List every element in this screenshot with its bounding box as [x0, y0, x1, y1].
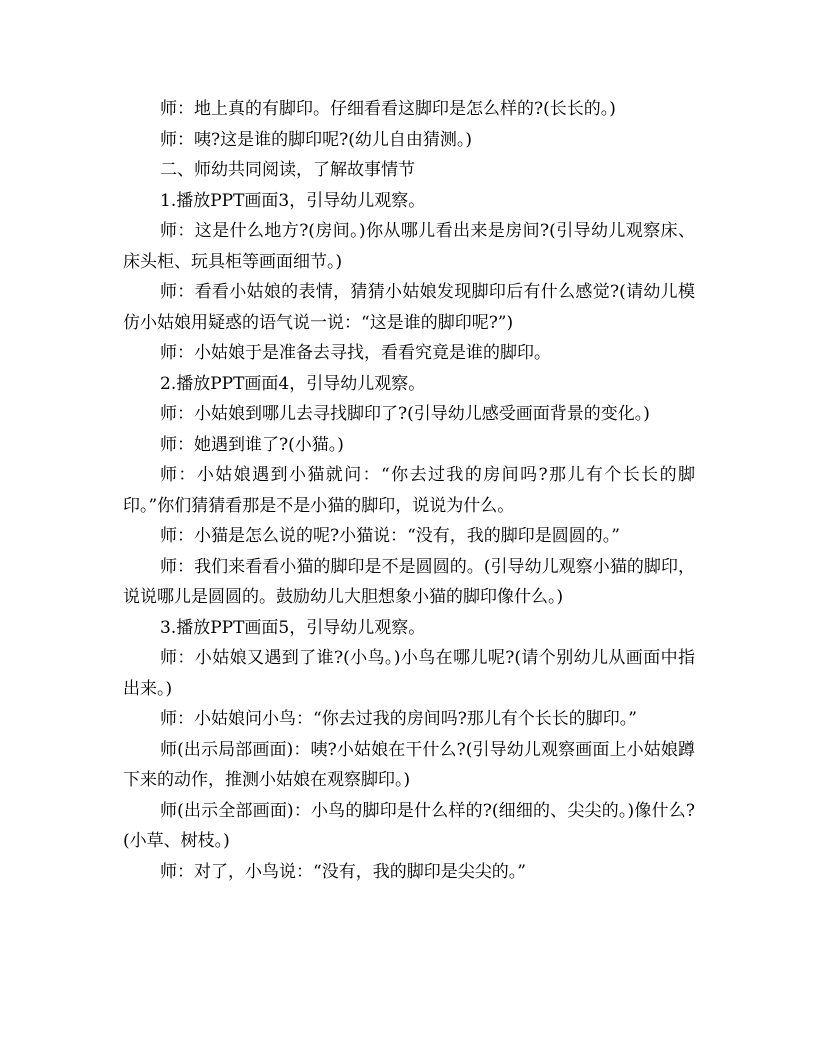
- document-body: [123, 94, 695, 887]
- paragraph: 师(出示局部画面)：咦?小姑娘在干什么?(引导幼儿观察画面上小姑娘蹲下来的动作，推测小姑娘在观察脚印。): [123, 739, 695, 790]
- paragraph: 师：小姑娘又遇到了谁?(小鸟。)小鸟在哪儿呢?(请个别幼儿从画面中指出来。): [123, 648, 695, 699]
- step-heading: 2.播放PPT画面4，引导幼儿观察。: [160, 373, 426, 394]
- step-heading: 1.播放PPT画面3，引导幼儿观察。: [160, 190, 426, 211]
- paragraph: 师：这是什么地方?(房间。)你从哪儿看出来是房间?(引导幼儿观察床、床头柜、玩具柜等画面细节。): [123, 221, 695, 272]
- paragraph: 师：小姑娘到哪儿去寻找脚印了?(引导幼儿感受画面背景的变化。): [160, 404, 650, 424]
- paragraph: 师：小猫是怎么说的呢?小猫说：“没有，我的脚印是圆圆的。”: [160, 526, 620, 546]
- paragraph: 师：小姑娘于是准备去寻找，看看究竟是谁的脚印。: [160, 343, 551, 363]
- paragraph: 师：地上真的有脚印。仔细看看这脚印是怎么样的?(长长的。): [160, 99, 616, 119]
- paragraph: 师：看看小姑娘的表情，猜猜小姑娘发现脚印后有什么感觉?(请幼儿模仿小姑娘用疑惑的语气说一说：“这是谁的脚印呢?”): [123, 282, 695, 333]
- section-heading: 二、师幼共同阅读，了解故事情节: [160, 160, 415, 180]
- paragraph: 师(出示全部画面)：小鸟的脚印是什么样的?(细细的、尖尖的。)像什么?(小草、树枝。): [123, 800, 695, 851]
- paragraph: 师：对了，小鸟说：“没有，我的脚印是尖尖的。”: [160, 861, 526, 882]
- paragraph: 师：小姑娘遇到小猫就问：“你去过我的房间吗?那儿有个长长的脚印。”你们猜猜看那是不是小猫的脚印，说说为什么。: [123, 465, 695, 516]
- paragraph: 师：小姑娘问小鸟：“你去过我的房间吗?那儿有个长长的脚印。”: [160, 709, 637, 729]
- paragraph: 师：咦?这是谁的脚印呢?(幼儿自由猜测。): [160, 129, 472, 150]
- paragraph: 师：她遇到谁了?(小猫。): [160, 434, 344, 455]
- step-heading: 3.播放PPT画面5，引导幼儿观察。: [160, 617, 426, 638]
- paragraph: 师：我们来看看小猫的脚印是不是圆圆的。(引导幼儿观察小猫的脚印，说说哪儿是圆圆的。鼓励幼儿大胆想象小猫的脚印像什么。): [123, 556, 695, 607]
